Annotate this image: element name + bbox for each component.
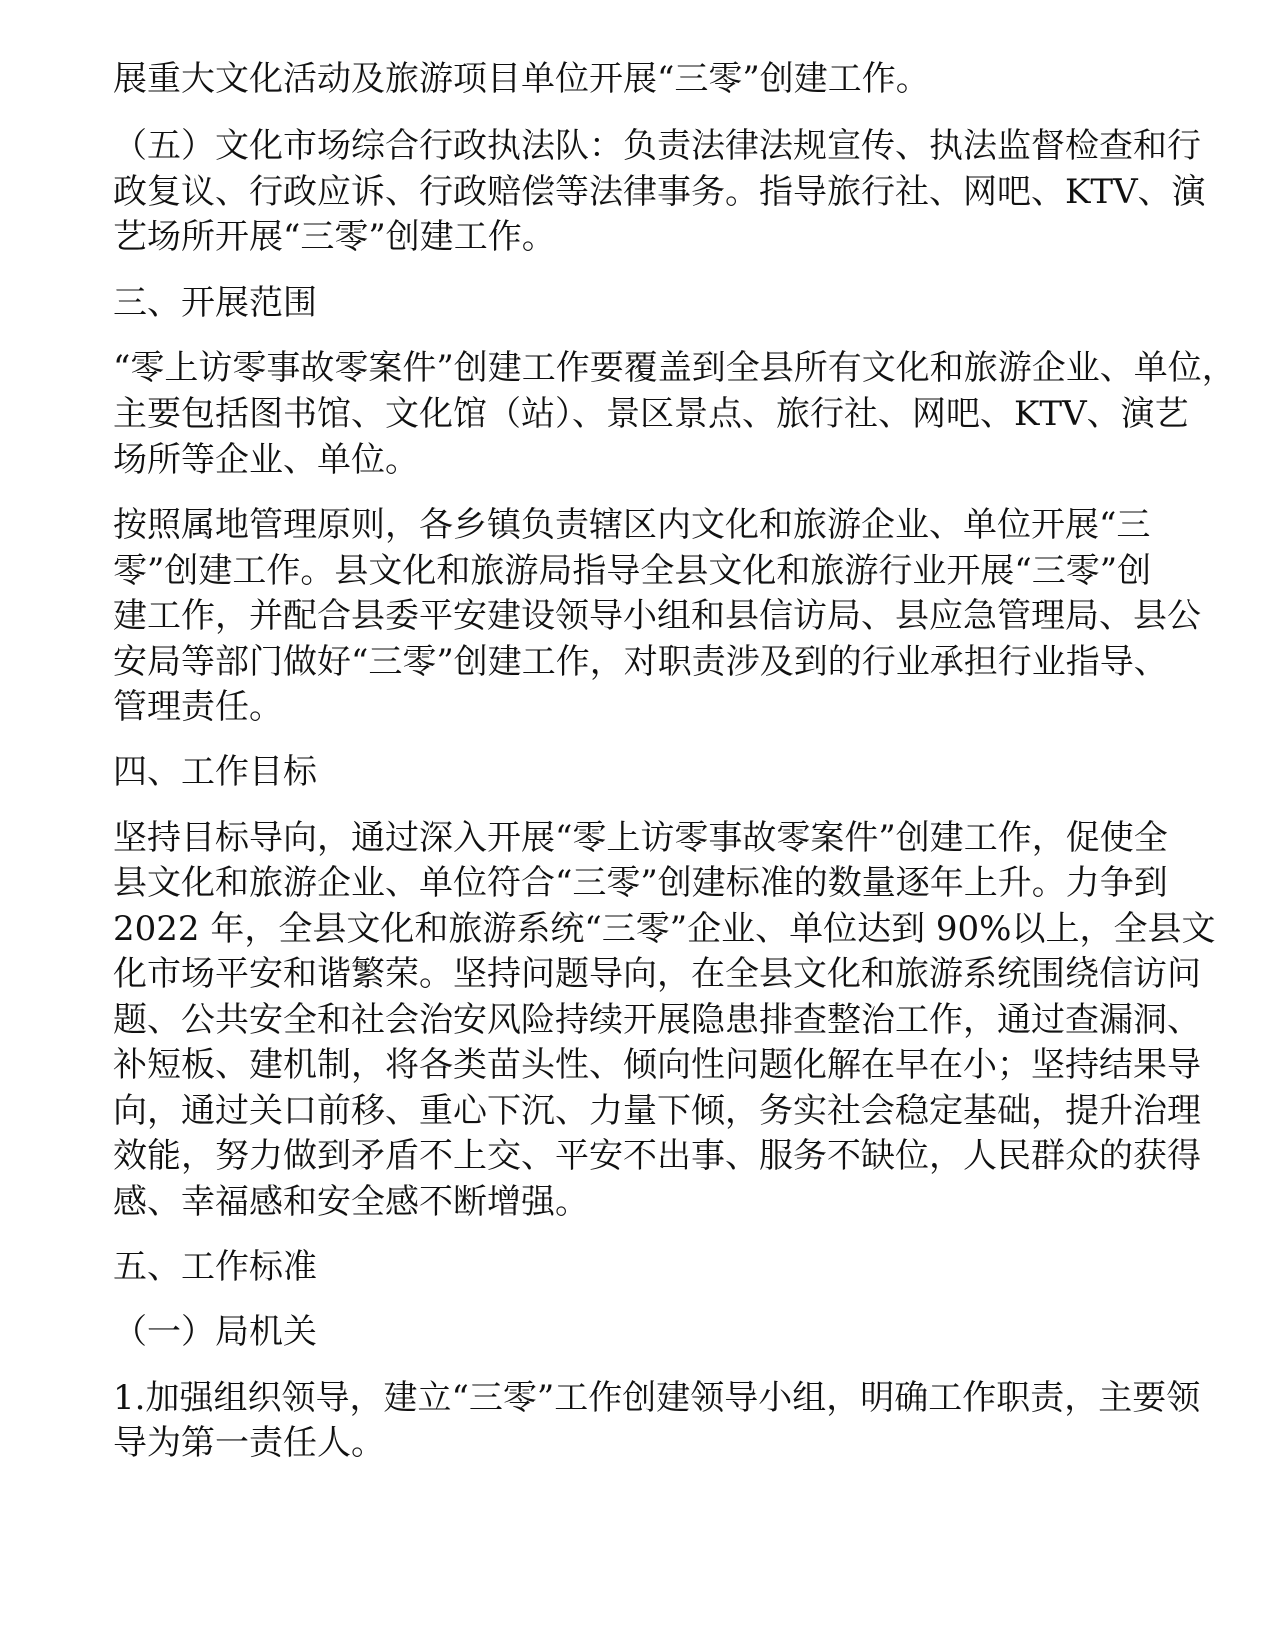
text-line: 展重大文化活动及旅游项目单位开展“三零”创建工作。 [113, 59, 930, 99]
text-line: 艺场所开展“三零”创建工作。 [113, 217, 556, 257]
text-line: 主要包括图书馆、文化馆（站）、景区景点、旅行社、网吧、KTV、演艺 [113, 394, 1189, 434]
text-line: 建工作，并配合县委平安建设领导小组和县信访局、县应急管理局、县公 [113, 596, 1201, 636]
text-line: 场所等企业、单位。 [113, 440, 419, 480]
text-line: 化市场平安和谐繁荣。坚持问题导向，在全县文化和旅游系统围绕信访问 [113, 954, 1201, 994]
text-line: 1.加强组织领导，建立“三零”工作创建领导小组，明确工作职责，主要领 [113, 1378, 1201, 1418]
text-line: （五）文化市场综合行政执法队：负责法律法规宣传、执法监督检查和行 [113, 126, 1201, 166]
text-line: 政复议、行政应诉、行政赔偿等法律事务。指导旅行社、网吧、KTV、演 [113, 172, 1206, 212]
text-line: 导为第一责任人。 [113, 1423, 385, 1463]
text-line: 向，通过关口前移、重心下沉、力量下倾，务实社会稳定基础，提升治理 [113, 1091, 1201, 1131]
text-line: 按照属地管理原则，各乡镇负责辖区内文化和旅游企业、单位开展“三 [113, 505, 1151, 545]
section-heading: 五、工作标准 [113, 1247, 317, 1287]
section-heading: 四、工作目标 [113, 752, 317, 792]
text-line: 县文化和旅游企业、单位符合“三零”创建标准的数量逐年上升。力争到 [113, 863, 1168, 903]
text-line: 安局等部门做好“三零”创建工作，对职责涉及到的行业承担行业指导、 [113, 642, 1168, 682]
text-line: 感、幸福感和安全感不断增强。 [113, 1182, 589, 1222]
text-line: 补短板、建机制，将各类苗头性、倾向性问题化解在早在小；坚持结果导 [113, 1045, 1201, 1085]
text-line: 坚持目标导向，通过深入开展“零上访零事故零案件”创建工作，促使全 [113, 818, 1168, 858]
text-line: 零”创建工作。县文化和旅游局指导全县文化和旅游行业开展“三零”创 [113, 551, 1152, 591]
text-line: 题、公共安全和社会治安风险持续开展隐患排查整治工作，通过查漏洞、 [113, 1000, 1201, 1040]
section-heading: 三、开展范围 [113, 283, 317, 323]
text-line: 2022 年，全县文化和旅游系统“三零”企业、单位达到 90%以上，全县文 [113, 909, 1216, 949]
text-line: 管理责任。 [113, 687, 283, 727]
subsection-heading: （一）局机关 [113, 1312, 317, 1352]
text-line: 效能，努力做到矛盾不上交、平安不出事、服务不缺位，人民群众的获得 [113, 1136, 1201, 1176]
text-line: “零上访零事故零案件”创建工作要覆盖到全县所有文化和旅游企业、单位， [113, 348, 1236, 388]
